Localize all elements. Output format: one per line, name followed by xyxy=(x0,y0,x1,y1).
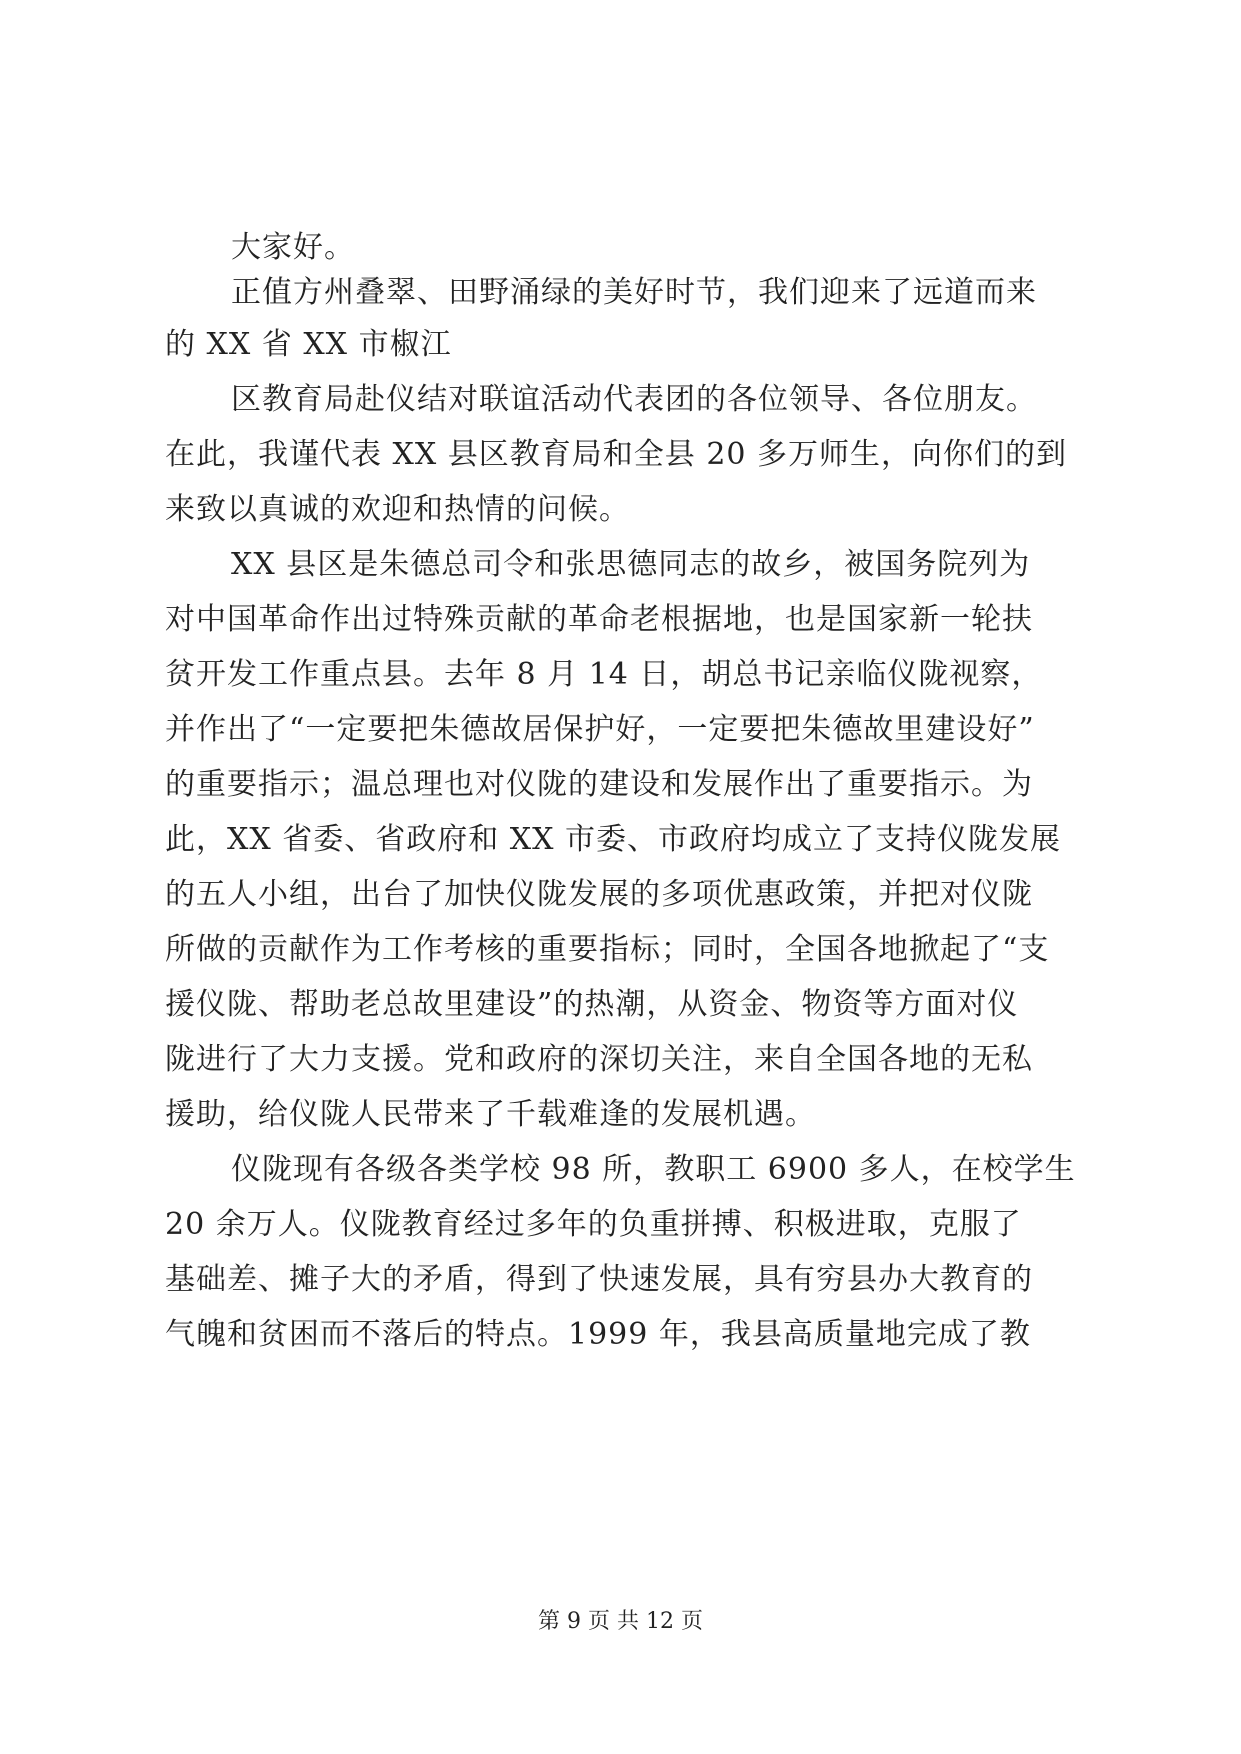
text-line: 的 XX 省 XX 市椒江 xyxy=(165,327,452,362)
text-line: 援仪陇、帮助老总故里建设”的热潮，从资金、物资等方面对仪 xyxy=(165,987,1019,1022)
text-line: 仪陇现有各级各类学校 98 所，教职工 6900 多人，在校学生 xyxy=(231,1152,1076,1187)
text-line: 对中国革命作出过特殊贡献的革命老根据地，也是国家新一轮扶 xyxy=(165,602,1033,637)
text-line: 贫开发工作重点县。去年 8 月 14 日，胡总书记亲临仪陇视察， xyxy=(165,657,1043,692)
text-line: 来致以真诚的欢迎和热情的问候。 xyxy=(165,492,630,527)
page-number-footer: 第 9 页 共 12 页 xyxy=(538,1609,703,1634)
text-line: 援助，给仪陇人民带来了千载难逢的发展机遇。 xyxy=(165,1097,816,1132)
text-line: 气魄和贫困而不落后的特点。1999 年，我县高质量地完成了教 xyxy=(165,1317,1031,1352)
text-line: 此，XX 省委、省政府和 XX 市委、市政府均成立了支持仪陇发展 xyxy=(165,822,1062,857)
text-line: 的五人小组，出台了加快仪陇发展的多项优惠政策，并把对仪陇 xyxy=(165,877,1033,912)
text-line: 并作出了“一定要把朱德故居保护好，一定要把朱德故里建设好” xyxy=(165,712,1035,747)
text-line: 的重要指示；温总理也对仪陇的建设和发展作出了重要指示。为 xyxy=(165,767,1033,802)
text-line: 正值方州叠翠、田野涌绿的美好时节，我们迎来了远道而来 xyxy=(231,275,1037,310)
text-line: 20 余万人。仪陇教育经过多年的负重拼搏、积极进取，克服了 xyxy=(165,1207,1022,1242)
text-line: 在此，我谨代表 XX 县区教育局和全县 20 多万师生，向你们的到 xyxy=(165,437,1068,472)
text-line: 区教育局赴仪结对联谊活动代表团的各位领导、各位朋友。 xyxy=(231,382,1037,417)
text-line: XX 县区是朱德总司令和张思德同志的故乡，被国务院列为 xyxy=(231,547,1031,582)
text-line: 所做的贡献作为工作考核的重要指标；同时，全国各地掀起了“支 xyxy=(165,932,1050,967)
text-line: 陇进行了大力支援。党和政府的深切关注，来自全国各地的无私 xyxy=(165,1042,1033,1077)
text-line: 基础差、摊子大的矛盾，得到了快速发展，具有穷县办大教育的 xyxy=(165,1262,1033,1297)
text-line: 大家好。 xyxy=(231,230,355,265)
